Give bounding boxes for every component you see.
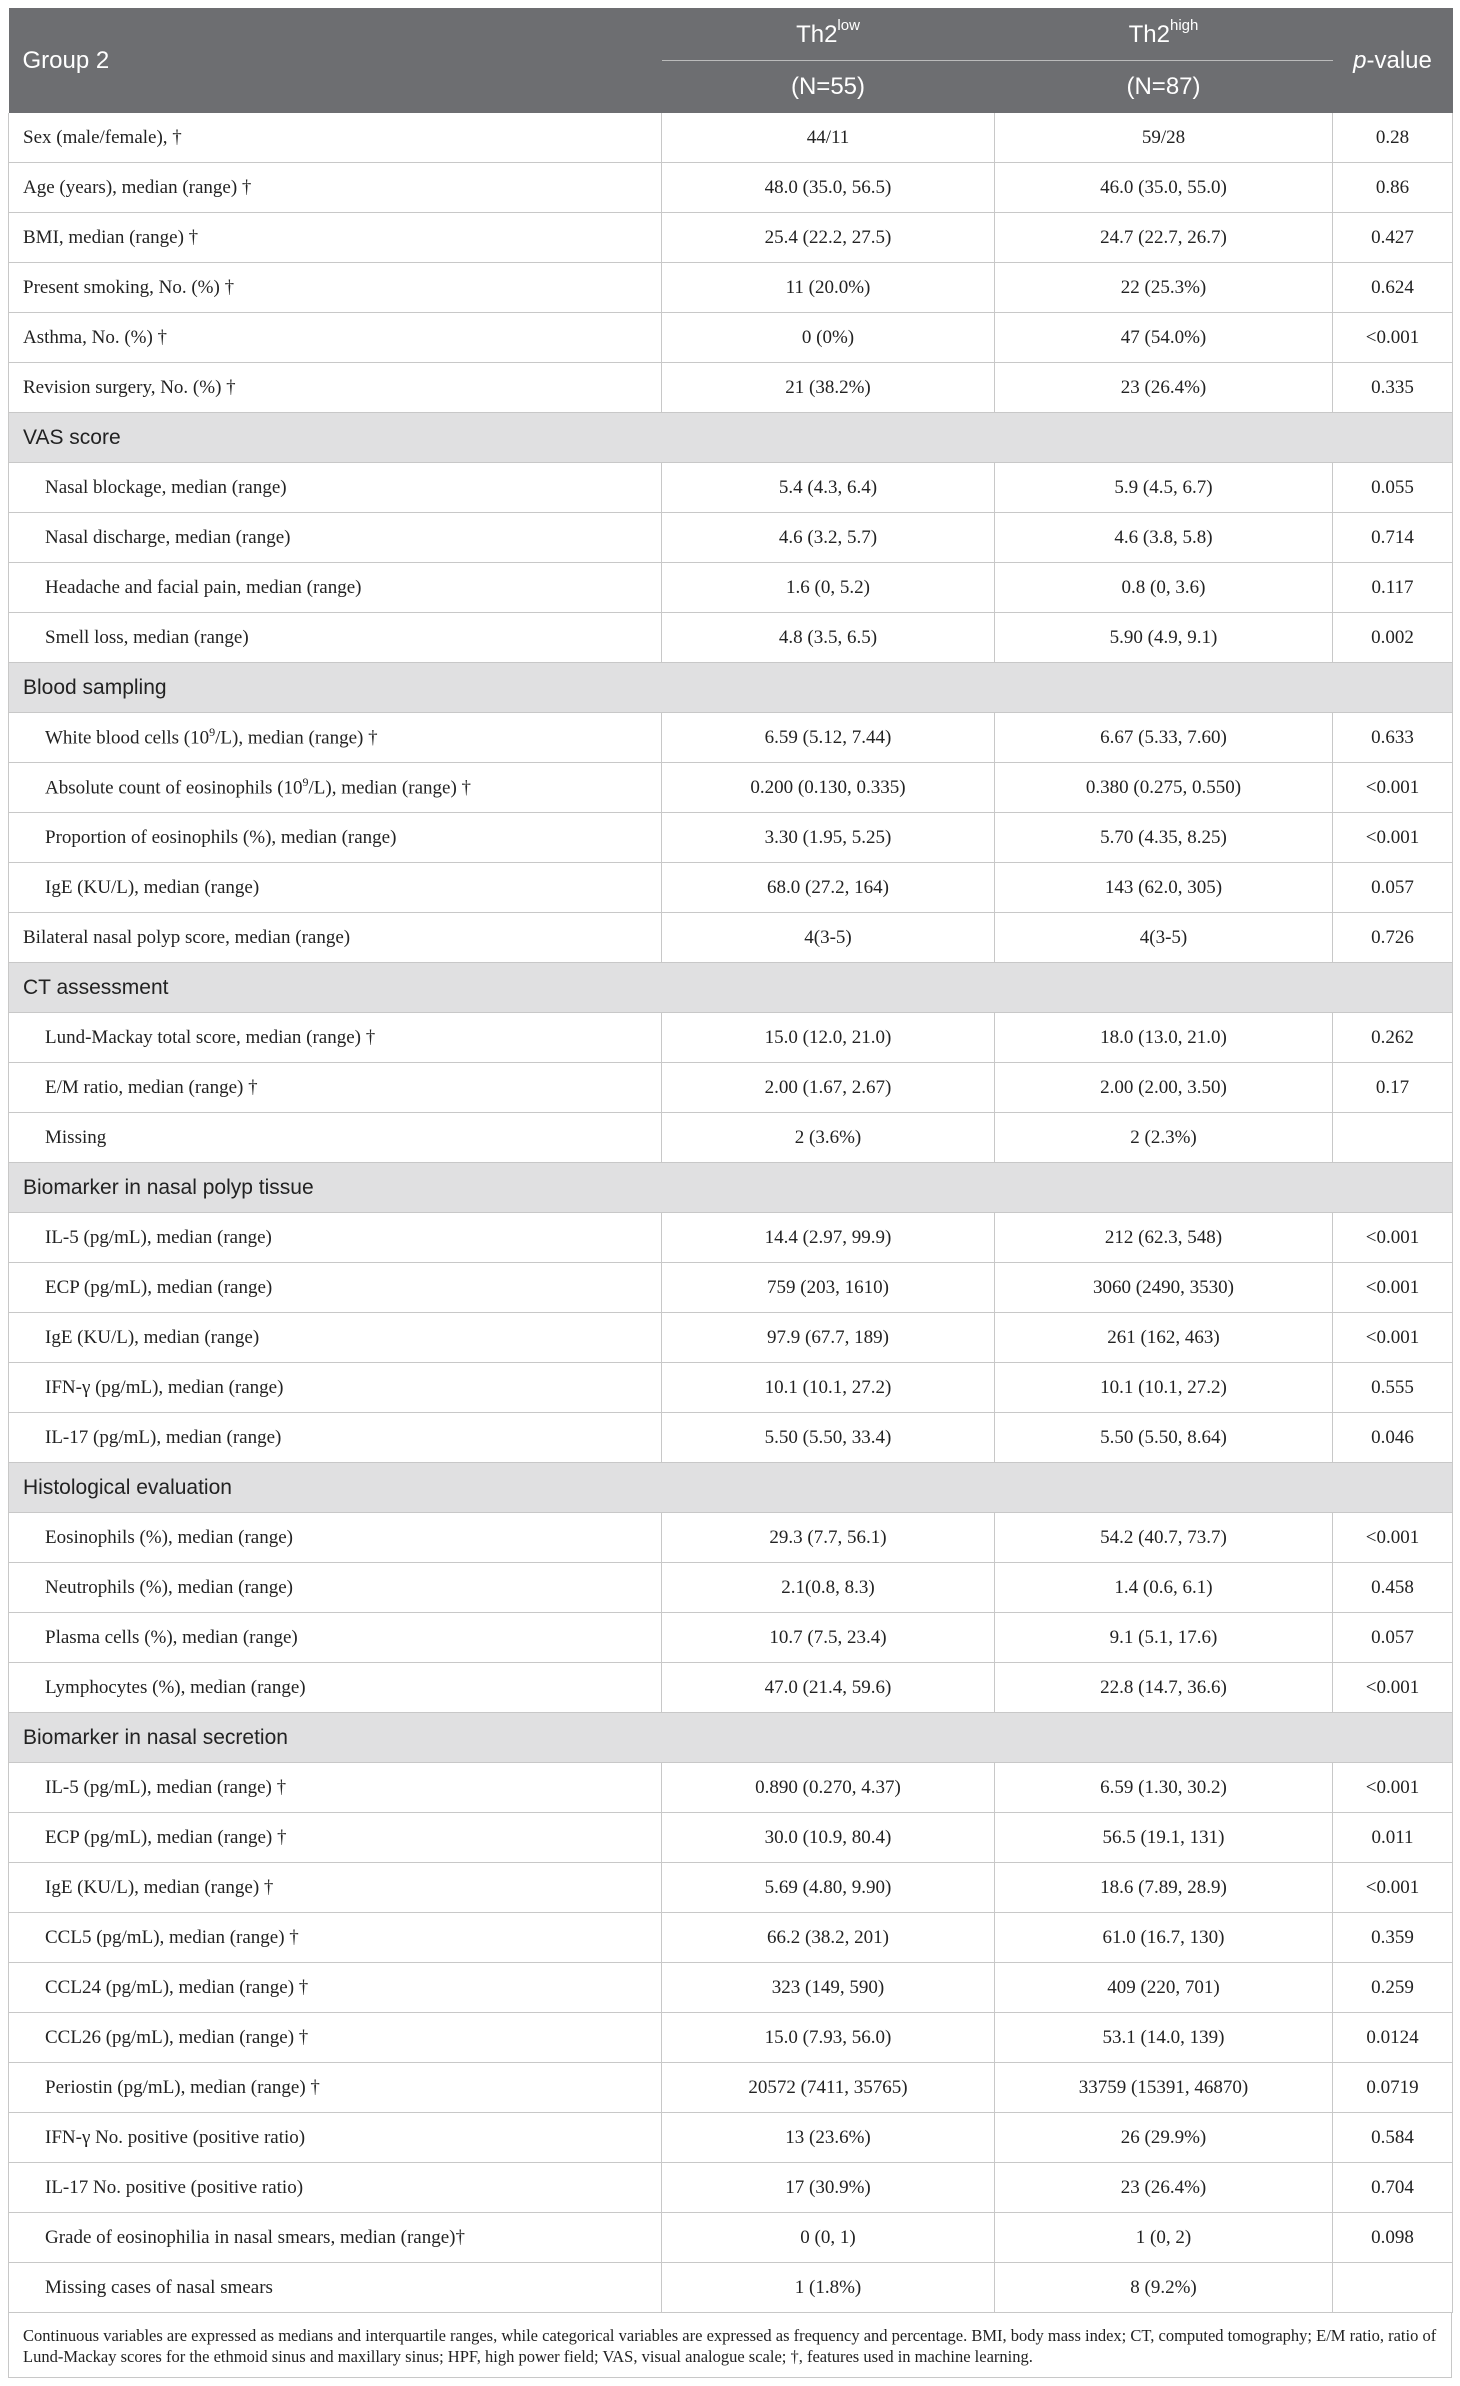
th2-low-value: 0 (0%) bbox=[662, 313, 995, 363]
results-table bbox=[8, 8, 1453, 2313]
th2-low-value: 5.50 (5.50, 33.4) bbox=[662, 1413, 995, 1463]
th2-low-value: 3.30 (1.95, 5.25) bbox=[662, 813, 995, 863]
th2-high-value: 3060 (2490, 3530) bbox=[995, 1263, 1333, 1313]
row-label: CCL5 (pg/mL), median (range) † bbox=[9, 1913, 662, 1963]
p-value: 0.262 bbox=[1333, 1013, 1453, 1063]
table-row bbox=[9, 313, 1453, 363]
table-row bbox=[9, 913, 1453, 963]
th2-low-value: 13 (23.6%) bbox=[662, 2113, 995, 2163]
th2-high-value: 0.380 (0.275, 0.550) bbox=[995, 763, 1333, 813]
th2-low-value: 4.6 (3.2, 5.7) bbox=[662, 513, 995, 563]
p-value: 0.359 bbox=[1333, 1913, 1453, 1963]
th2-low-value: 0.200 (0.130, 0.335) bbox=[662, 763, 995, 813]
table-row bbox=[9, 513, 1453, 563]
table-footnote: Continuous variables are expressed as medians and interquartile ranges, while categorical variables are expressed as frequency and percentage. BMI, body mass index; CT, computed tomography; E/M ratio, ratio of Lund-Mackay scores for the ethmoid sinus and maxillary sinus; HPF, high power field; VAS, visual analogue scale; †, features used in machine learning. bbox=[8, 2313, 1452, 2378]
th2-high-value: 6.59 (1.30, 30.2) bbox=[995, 1763, 1333, 1813]
th2-high-value: 59/28 bbox=[995, 113, 1333, 163]
row-label: Eosinophils (%), median (range) bbox=[9, 1513, 662, 1563]
row-label: IL-5 (pg/mL), median (range) bbox=[9, 1213, 662, 1263]
th2-high-value: 2 (2.3%) bbox=[995, 1113, 1333, 1163]
th2-high-value: 46.0 (35.0, 55.0) bbox=[995, 163, 1333, 213]
row-label: IgE (KU/L), median (range) bbox=[9, 1313, 662, 1363]
table-row bbox=[9, 613, 1453, 663]
section-row bbox=[9, 1713, 1453, 1763]
p-value: 0.714 bbox=[1333, 513, 1453, 563]
p-value: <0.001 bbox=[1333, 313, 1453, 363]
th2-high-value: 18.0 (13.0, 21.0) bbox=[995, 1013, 1333, 1063]
section-label: VAS score bbox=[9, 413, 1453, 463]
table-row bbox=[9, 1263, 1453, 1313]
th2-low-value: 11 (20.0%) bbox=[662, 263, 995, 313]
table-row bbox=[9, 1963, 1453, 2013]
th2-high-value: 4.6 (3.8, 5.8) bbox=[995, 513, 1333, 563]
th2-low-value: 0.890 (0.270, 4.37) bbox=[662, 1763, 995, 1813]
row-label: ECP (pg/mL), median (range) bbox=[9, 1263, 662, 1313]
th2-high-value: 18.6 (7.89, 28.9) bbox=[995, 1863, 1333, 1913]
table-row bbox=[9, 1313, 1453, 1363]
th2-high-value: 1.4 (0.6, 6.1) bbox=[995, 1563, 1333, 1613]
table-row bbox=[9, 1513, 1453, 1563]
section-label: Biomarker in nasal polyp tissue bbox=[9, 1163, 1453, 1213]
th2-low-value: 97.9 (67.7, 189) bbox=[662, 1313, 995, 1363]
th2-high-value: 5.90 (4.9, 9.1) bbox=[995, 613, 1333, 663]
th2-high-value: 0.8 (0, 3.6) bbox=[995, 563, 1333, 613]
table-row bbox=[9, 2263, 1453, 2313]
table-row bbox=[9, 713, 1453, 763]
row-label: Lund-Mackay total score, median (range) † bbox=[9, 1013, 662, 1063]
row-label: Plasma cells (%), median (range) bbox=[9, 1613, 662, 1663]
th2-high-value: 61.0 (16.7, 130) bbox=[995, 1913, 1333, 1963]
p-value: 0.057 bbox=[1333, 863, 1453, 913]
row-label: E/M ratio, median (range) † bbox=[9, 1063, 662, 1113]
th2-low-value: 2.00 (1.67, 2.67) bbox=[662, 1063, 995, 1113]
section-label: Biomarker in nasal secretion bbox=[9, 1713, 1453, 1763]
p-value: 0.28 bbox=[1333, 113, 1453, 163]
th2-high-value: 261 (162, 463) bbox=[995, 1313, 1333, 1363]
table-row bbox=[9, 213, 1453, 263]
table-row bbox=[9, 113, 1453, 163]
th2-high-value: 9.1 (5.1, 17.6) bbox=[995, 1613, 1333, 1663]
th2-low-value: 30.0 (10.9, 80.4) bbox=[662, 1813, 995, 1863]
th2-low-value: 21 (38.2%) bbox=[662, 363, 995, 413]
table-row bbox=[9, 563, 1453, 613]
table-row bbox=[9, 1813, 1453, 1863]
table-row bbox=[9, 2063, 1453, 2113]
th2-low-value: 0 (0, 1) bbox=[662, 2213, 995, 2263]
table-row bbox=[9, 2013, 1453, 2063]
row-label: Neutrophils (%), median (range) bbox=[9, 1563, 662, 1613]
p-value: 0.055 bbox=[1333, 463, 1453, 513]
row-label: Nasal discharge, median (range) bbox=[9, 513, 662, 563]
th2-high-header: $Th2^{high}$ bbox=[995, 8, 1333, 61]
th2-low-n: (N=55) bbox=[662, 61, 995, 114]
p-value: 0.259 bbox=[1333, 1963, 1453, 2013]
p-value: 0.002 bbox=[1333, 613, 1453, 663]
th2-low-value: 1 (1.8%) bbox=[662, 2263, 995, 2313]
p-value: <0.001 bbox=[1333, 1863, 1453, 1913]
row-label: CCL26 (pg/mL), median (range) † bbox=[9, 2013, 662, 2063]
th2-low-value: 29.3 (7.7, 56.1) bbox=[662, 1513, 995, 1563]
th2-high-value: 2.00 (2.00, 3.50) bbox=[995, 1063, 1333, 1113]
row-label: Revision surgery, No. (%) † bbox=[9, 363, 662, 413]
p-value: 0.057 bbox=[1333, 1613, 1453, 1663]
th2-high-value: 56.5 (19.1, 131) bbox=[995, 1813, 1333, 1863]
table-row bbox=[9, 263, 1453, 313]
p-value: <0.001 bbox=[1333, 763, 1453, 813]
p-value: 0.098 bbox=[1333, 2213, 1453, 2263]
th2-high-value: 54.2 (40.7, 73.7) bbox=[995, 1513, 1333, 1563]
th2-high-value: 33759 (15391, 46870) bbox=[995, 2063, 1333, 2113]
section-row bbox=[9, 1463, 1453, 1513]
th2-high-n: (N=87) bbox=[995, 61, 1333, 114]
row-label: IFN-γ (pg/mL), median (range) bbox=[9, 1363, 662, 1413]
row-label: IgE (KU/L), median (range) bbox=[9, 863, 662, 913]
group-header: Group 2 bbox=[9, 8, 662, 113]
p-value: <0.001 bbox=[1333, 1313, 1453, 1363]
table-row bbox=[9, 1113, 1453, 1163]
th2-low-value: 6.59 (5.12, 7.44) bbox=[662, 713, 995, 763]
row-label: Proportion of eosinophils (%), median (range) bbox=[9, 813, 662, 863]
p-value: <0.001 bbox=[1333, 1513, 1453, 1563]
section-row bbox=[9, 963, 1453, 1013]
section-label: CT assessment bbox=[9, 963, 1453, 1013]
row-label: ECP (pg/mL), median (range) † bbox=[9, 1813, 662, 1863]
p-value: 0.726 bbox=[1333, 913, 1453, 963]
row-label: White blood cells $(10^9/L)$, median (range) † bbox=[9, 713, 662, 763]
table-row bbox=[9, 363, 1453, 413]
th2-high-value: 409 (220, 701) bbox=[995, 1963, 1333, 2013]
row-label: Headache and facial pain, median (range) bbox=[9, 563, 662, 613]
table-row bbox=[9, 1013, 1453, 1063]
table-row bbox=[9, 813, 1453, 863]
th2-high-value: 5.50 (5.50, 8.64) bbox=[995, 1413, 1333, 1463]
p-value: 0.458 bbox=[1333, 1563, 1453, 1613]
p-value: <0.001 bbox=[1333, 1763, 1453, 1813]
row-label: Nasal blockage, median (range) bbox=[9, 463, 662, 513]
th2-high-value: 26 (29.9%) bbox=[995, 2113, 1333, 2163]
table-row bbox=[9, 1063, 1453, 1113]
th2-high-value: 24.7 (22.7, 26.7) bbox=[995, 213, 1333, 263]
row-label: Bilateral nasal polyp score, median (range) bbox=[9, 913, 662, 963]
th2-high-value: 47 (54.0%) bbox=[995, 313, 1333, 363]
th2-high-value: 5.70 (4.35, 8.25) bbox=[995, 813, 1333, 863]
table-body bbox=[9, 113, 1453, 2313]
th2-low-value: 2 (3.6%) bbox=[662, 1113, 995, 1163]
table-row bbox=[9, 1763, 1453, 1813]
th2-low-value: 4(3-5) bbox=[662, 913, 995, 963]
table-header bbox=[9, 8, 1453, 113]
table-row bbox=[9, 163, 1453, 213]
p-value: 0.704 bbox=[1333, 2163, 1453, 2213]
th2-high-value: 22.8 (14.7, 36.6) bbox=[995, 1663, 1333, 1713]
row-label: IL-17 (pg/mL), median (range) bbox=[9, 1413, 662, 1463]
th2-high-value: 1 (0, 2) bbox=[995, 2213, 1333, 2263]
th2-low-value: 17 (30.9%) bbox=[662, 2163, 995, 2213]
th2-high-value: 10.1 (10.1, 27.2) bbox=[995, 1363, 1333, 1413]
section-label: Blood sampling bbox=[9, 663, 1453, 713]
table-row bbox=[9, 1363, 1453, 1413]
row-label: Missing bbox=[9, 1113, 662, 1163]
th2-low-value: 10.7 (7.5, 23.4) bbox=[662, 1613, 995, 1663]
row-label: IL-17 No. positive (positive ratio) bbox=[9, 2163, 662, 2213]
table-container bbox=[8, 8, 1452, 2378]
th2-low-value: 759 (203, 1610) bbox=[662, 1263, 995, 1313]
row-label: Smell loss, median (range) bbox=[9, 613, 662, 663]
p-value: 0.17 bbox=[1333, 1063, 1453, 1113]
row-label: IgE (KU/L), median (range) † bbox=[9, 1863, 662, 1913]
th2-low-header: $Th2^{low}$ bbox=[662, 8, 995, 61]
th2-low-value: 14.4 (2.97, 99.9) bbox=[662, 1213, 995, 1263]
p-value: 0.633 bbox=[1333, 713, 1453, 763]
th2-low-value: 44/11 bbox=[662, 113, 995, 163]
th2-low-value: 68.0 (27.2, 164) bbox=[662, 863, 995, 913]
p-value: 0.011 bbox=[1333, 1813, 1453, 1863]
p-value: 0.427 bbox=[1333, 213, 1453, 263]
table-row bbox=[9, 2163, 1453, 2213]
p-value: 0.584 bbox=[1333, 2113, 1453, 2163]
th2-high-value: 5.9 (4.5, 6.7) bbox=[995, 463, 1333, 513]
th2-low-value: 2.1(0.8, 8.3) bbox=[662, 1563, 995, 1613]
p-value: 0.0719 bbox=[1333, 2063, 1453, 2113]
p-value: <0.001 bbox=[1333, 1213, 1453, 1263]
table-row bbox=[9, 1213, 1453, 1263]
section-row bbox=[9, 663, 1453, 713]
table-row bbox=[9, 463, 1453, 513]
th2-high-value: 6.67 (5.33, 7.60) bbox=[995, 713, 1333, 763]
table-row bbox=[9, 1863, 1453, 1913]
th2-low-value: 5.69 (4.80, 9.90) bbox=[662, 1863, 995, 1913]
row-label: Asthma, No. (%) † bbox=[9, 313, 662, 363]
table-row bbox=[9, 863, 1453, 913]
p-value: <0.001 bbox=[1333, 1263, 1453, 1313]
pvalue-header: p-value bbox=[1333, 8, 1453, 113]
p-value: 0.0124 bbox=[1333, 2013, 1453, 2063]
th2-high-value: 22 (25.3%) bbox=[995, 263, 1333, 313]
row-label: Absolute count of eosinophils $(10^9/L)$, median (range) † bbox=[9, 763, 662, 813]
th2-high-value: 53.1 (14.0, 139) bbox=[995, 2013, 1333, 2063]
row-label: Sex (male/female), † bbox=[9, 113, 662, 163]
p-value: <0.001 bbox=[1333, 1663, 1453, 1713]
section-row bbox=[9, 1163, 1453, 1213]
row-label: Age (years), median (range) † bbox=[9, 163, 662, 213]
row-label: CCL24 (pg/mL), median (range) † bbox=[9, 1963, 662, 2013]
row-label: BMI, median (range) † bbox=[9, 213, 662, 263]
table-row bbox=[9, 1913, 1453, 1963]
th2-low-value: 66.2 (38.2, 201) bbox=[662, 1913, 995, 1963]
th2-low-value: 25.4 (22.2, 27.5) bbox=[662, 213, 995, 263]
p-value: 0.624 bbox=[1333, 263, 1453, 313]
th2-high-value: 212 (62.3, 548) bbox=[995, 1213, 1333, 1263]
table-row bbox=[9, 1613, 1453, 1663]
row-label: Grade of eosinophilia in nasal smears, median (range)† bbox=[9, 2213, 662, 2263]
th2-low-value: 15.0 (12.0, 21.0) bbox=[662, 1013, 995, 1063]
th2-low-value: 5.4 (4.3, 6.4) bbox=[662, 463, 995, 513]
row-label: IL-5 (pg/mL), median (range) † bbox=[9, 1763, 662, 1813]
p-value: 0.86 bbox=[1333, 163, 1453, 213]
p-value bbox=[1333, 2263, 1453, 2313]
th2-high-value: 4(3-5) bbox=[995, 913, 1333, 963]
p-value: 0.117 bbox=[1333, 563, 1453, 613]
row-label: IFN-γ No. positive (positive ratio) bbox=[9, 2113, 662, 2163]
th2-low-value: 47.0 (21.4, 59.6) bbox=[662, 1663, 995, 1713]
th2-high-value: 23 (26.4%) bbox=[995, 363, 1333, 413]
section-row bbox=[9, 413, 1453, 463]
th2-low-value: 1.6 (0, 5.2) bbox=[662, 563, 995, 613]
p-value: 0.555 bbox=[1333, 1363, 1453, 1413]
th2-high-value: 23 (26.4%) bbox=[995, 2163, 1333, 2213]
section-label: Histological evaluation bbox=[9, 1463, 1453, 1513]
th2-low-value: 48.0 (35.0, 56.5) bbox=[662, 163, 995, 213]
th2-low-value: 15.0 (7.93, 56.0) bbox=[662, 2013, 995, 2063]
p-value: 0.046 bbox=[1333, 1413, 1453, 1463]
row-label: Lymphocytes (%), median (range) bbox=[9, 1663, 662, 1713]
table-row bbox=[9, 2213, 1453, 2263]
p-value bbox=[1333, 1113, 1453, 1163]
p-value: 0.335 bbox=[1333, 363, 1453, 413]
th2-low-value: 20572 (7411, 35765) bbox=[662, 2063, 995, 2113]
th2-low-value: 4.8 (3.5, 6.5) bbox=[662, 613, 995, 663]
table-row bbox=[9, 2113, 1453, 2163]
table-row bbox=[9, 1563, 1453, 1613]
row-label: Periostin (pg/mL), median (range) † bbox=[9, 2063, 662, 2113]
th2-low-value: 10.1 (10.1, 27.2) bbox=[662, 1363, 995, 1413]
th2-high-value: 143 (62.0, 305) bbox=[995, 863, 1333, 913]
p-value: <0.001 bbox=[1333, 813, 1453, 863]
th2-low-value: 323 (149, 590) bbox=[662, 1963, 995, 2013]
table-row bbox=[9, 1413, 1453, 1463]
table-row bbox=[9, 1663, 1453, 1713]
th2-high-value: 8 (9.2%) bbox=[995, 2263, 1333, 2313]
row-label: Present smoking, No. (%) † bbox=[9, 263, 662, 313]
table-row bbox=[9, 763, 1453, 813]
row-label: Missing cases of nasal smears bbox=[9, 2263, 662, 2313]
